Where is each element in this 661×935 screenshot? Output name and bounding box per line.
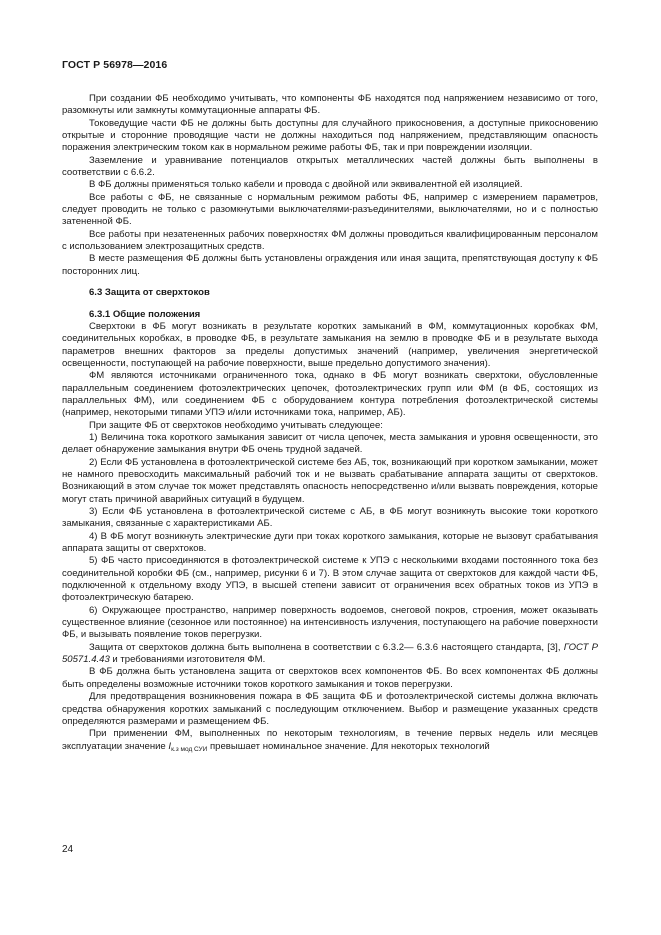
paragraph: В месте размещения ФБ должны быть установлены ограждения или иная защита, препятствующая доступу к ФБ посторонних лиц. bbox=[62, 253, 598, 277]
paragraph: 4) В ФБ могут возникнуть электрические дуги при токах короткого замыкания, которые не вызовут срабатывания аппарата защиты от сверхтоков. bbox=[62, 530, 598, 555]
document-header: ГОСТ Р 56978—2016 bbox=[62, 59, 168, 71]
paragraph: При создании ФБ необходимо учитывать, что компоненты ФБ находятся под напряжением независимо от того, разомкнуты или замкнуты коммутационные аппараты ФБ. bbox=[62, 93, 598, 117]
paragraph: Токоведущие части ФБ не должны быть доступны для случайного прикосновения, а доступные прикосновению открытые и сторонние проводящие части не должны находиться под напряжением, представляющим опасность поражения электрическим током как в нормальном режиме работы ФБ, так и при повреждении изоляции. bbox=[62, 117, 598, 154]
gost-reference: ГОСТ Р 50571.4.43 bbox=[62, 641, 598, 666]
paragraph: 5) ФБ часто присоединяются в фотоэлектрической системе к УПЭ с несколькими входами постоянного тока без соединительной коробки ФБ (см., например, рисунки 6 и 7). В этом случае защита от сверхтоков для каждой части ФБ, подключенной к отдельному входу УПЭ, в высшей степени зависит от ограничения всех обратных токов из УПЭ в фотоэлектрическую батарею. bbox=[62, 555, 598, 604]
current-symbol: I bbox=[168, 740, 172, 752]
paragraph: 1) Величина тока короткого замыкания зависит от числа цепочек, места замыкания и уровня освещенности, это делает обнаружение замыкания внутри ФБ очень трудной задачей. bbox=[62, 431, 598, 456]
intro-paragraphs bbox=[62, 93, 598, 278]
paragraph: Заземление и уравнивание потенциалов открытых металлических частей должны быть выполнены в соответствии с 6.6.2. bbox=[62, 154, 598, 179]
subsection-title: 6.3.1 Общие положения bbox=[89, 308, 201, 320]
paragraph: ФМ являются источниками ограниченного тока, однако в ФБ могут возникать сверхтоки, обусловленные параллельным соединением фотоэлектрических цепочек, фотоэлектрических групп или ФМ (в ФБ, состоящих из параллельных ФМ), или соединением ФБ с оборудованием контура потребления фотоэлектрической системы (например, некоторыми типами УПЭ и/или источниками тока, например, АБ). bbox=[62, 370, 598, 419]
document-body bbox=[62, 93, 598, 753]
last-paragraph: При применении ФМ, выполненных по некоторым технологиям, в течение первых недель или месяцев эксплуатации значение $I_{к.з мод СУИ}$ превышает номинальное значение. Для некоторых технологий bbox=[62, 728, 598, 753]
paragraph: При защите ФБ от сверхтоков необходимо учитывать следующее: bbox=[89, 419, 383, 431]
section-title: 6.3 Защита от сверхтоков bbox=[89, 287, 210, 299]
paragraph: 6) Окружающее пространство, например поверхность водоемов, снеговой покров, строения, может оказывать существенное влияние (сезонное или постоянное) на интенсивность излучения, поступающего на рабочие поверхности ФБ, и вызывать появление токов перегрузки. bbox=[62, 604, 598, 641]
paragraph: 2) Если ФБ установлена в фотоэлектрической системе без АБ, ток, возникающий при коротком замыкании, может не намного превосходить максимальный рабочий ток и не вызвать срабатывание аппарата защиты от сверхтоков. Возникающий в этом случае ток может представлять опасность непосредственно и/или вызвать повреждения, которые могут стать причиной аварийных ситуаций в будущем. bbox=[62, 456, 598, 505]
paragraph: Все работы с ФБ, не связанные с нормальным режимом работы ФБ, например с измерением параметров, следует проводить не только с разомкнутыми выключателями-разъединителями, выключателями, но и с полностью затененной ФБ. bbox=[62, 191, 598, 228]
current-subscript: к.з мод СУИ bbox=[171, 745, 208, 753]
closing-paragraphs bbox=[62, 666, 598, 728]
protection-requirements-paragraph: Защита от сверхтоков должна быть выполнена в соответствии с 6.3.2— 6.3.6 настоящего стандарта, [3], ГОСТ Р 50571.4.43 и требованиями изготовителя ФМ. bbox=[62, 641, 598, 666]
section-paragraphs bbox=[62, 321, 598, 642]
paragraph: Все работы при незатененных рабочих поверхностях ФМ должны проводиться квалифицированным персоналом с использованием электрозащитных средств. bbox=[62, 228, 598, 253]
paragraph: В ФБ должна быть установлена защита от сверхтоков всех компонентов ФБ. Во всех компонентах ФБ должны быть определены возможные источники токов короткого замыкания и токов перегрузки. bbox=[62, 666, 598, 690]
paragraph: 3) Если ФБ установлена в фотоэлектрической системе с АБ, в ФБ могут возникнуть высокие токи короткого замыкания, связанные с характеристиками АБ. bbox=[62, 506, 598, 530]
page-number: 24 bbox=[62, 844, 74, 855]
paragraph: В ФБ должны применяться только кабели и провода с двойной или эквивалентной ей изоляцией. bbox=[89, 179, 523, 191]
paragraph: Сверхтоки в ФБ могут возникать в результате коротких замыканий в ФМ, коммутационных коробках ФМ, соединительных коробках, в проводке ФБ, в результате замыкания на землю в проводке ФБ и в результате выхода параметров внешних факторов за пределы допустимых значений (например, увеличения энергетической освещенности, поступающей на рабочие поверхности, выше предельно допустимого значения). bbox=[62, 320, 598, 369]
paragraph: Для предотвращения возникновения пожара в ФБ защита ФБ и фотоэлектрической системы должна включать средства обнаружения коротких замыканий с последующим отключением. Выбор и размещение указанных средств определяются размерами и размещением ФБ. bbox=[62, 691, 598, 727]
